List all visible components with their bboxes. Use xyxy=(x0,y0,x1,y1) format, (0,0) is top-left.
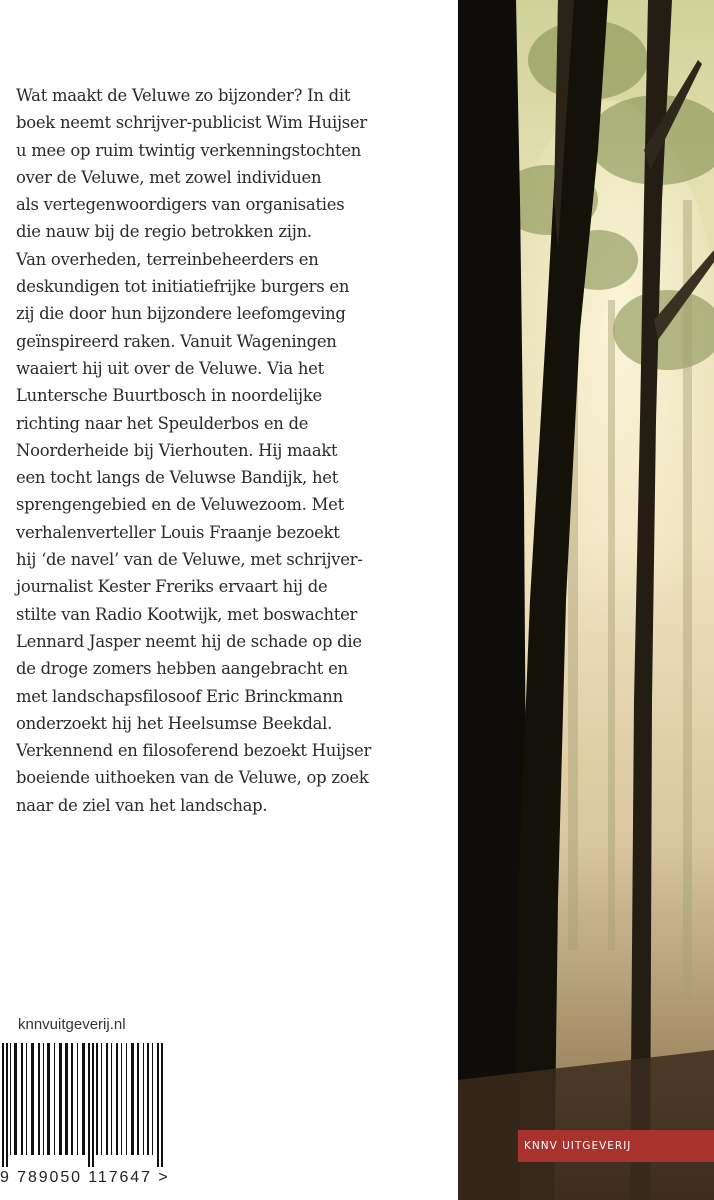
barcode-bar xyxy=(126,1043,127,1155)
barcode-bar xyxy=(31,1043,34,1155)
barcode-bar xyxy=(14,1043,17,1155)
barcode-bar xyxy=(54,1043,55,1155)
barcode-bar xyxy=(82,1043,85,1155)
barcode-bar xyxy=(43,1043,44,1155)
barcode-bar xyxy=(21,1043,23,1155)
barcode-bar xyxy=(96,1043,98,1155)
blurb-text: Wat maakt de Veluwe zo bijzonder? In dit boek neemt schrijver-publicist Wim Huijser u mee op ruim twintig verkenningstochten over de Veluwe, met zowel individuen als vertegenwoordigers van organisaties die nauw bij de regio betrokken zijn. Van overheden, terreinbeheerders en deskundigen tot initiatiefrijke burgers en zij die door hun bijzondere leefomgeving geïnspireerd raken. Vanuit Wageningen waaiert hij uit over de Veluwe. Via het Luntersche Buurtbosch in noordelijke richting naar het Speulderbos en de Noorderheide bij Vierhouten. Hij maakt een tocht langs de Veluwse Bandijk, het sprengengebied en de Veluwezoom. Met verhalenverteller Louis Fraanje bezoekt hij ‘de navel’ van de Veluwe, met schrijver- journalist Kester Freriks ervaart hij de stilte van Radio Kootwijk, met boswachter Lennard Jasper neemt hij de schade op die de droge zomers hebben aangebracht en met landschapsfilosoof Eric Brinckmann onderzoekt hij het Heelsumse Beekdal. Verkennend en filosoferend bezoekt Huijser boeiende uithoeken van de Veluwe, op zoek naar de ziel van het landschap. xyxy=(16,86,372,815)
barcode-bar xyxy=(101,1043,102,1155)
barcode-bar xyxy=(47,1043,50,1155)
barcode-bar xyxy=(131,1043,134,1155)
barcode-bar xyxy=(157,1043,159,1167)
barcode-bar xyxy=(111,1043,112,1155)
barcode-bar xyxy=(2,1043,4,1167)
barcode-bar xyxy=(137,1043,139,1155)
barcode-bar xyxy=(161,1043,163,1167)
barcode-bar xyxy=(77,1043,78,1155)
barcode-bar xyxy=(116,1043,118,1155)
barcode-bar xyxy=(147,1043,149,1155)
isbn-number: 9 789050 117647 > xyxy=(0,1169,170,1186)
barcode-bar xyxy=(65,1043,68,1155)
barcode-bar xyxy=(143,1043,144,1155)
publisher-website: knnvuitgeverij.nl xyxy=(18,1016,126,1033)
barcode-bar xyxy=(59,1043,62,1155)
barcode-bar xyxy=(92,1043,94,1167)
barcode-bar xyxy=(6,1043,8,1167)
forest-photo xyxy=(458,0,714,1200)
barcode-bar xyxy=(152,1043,153,1155)
barcode-bar xyxy=(26,1043,27,1155)
barcode-bar xyxy=(88,1043,90,1167)
barcode-bar xyxy=(71,1043,73,1155)
isbn-barcode xyxy=(0,1043,190,1167)
barcode-bar xyxy=(121,1043,122,1155)
publisher-label: KNNV UITGEVERIJ xyxy=(518,1130,714,1162)
barcode-bar xyxy=(106,1043,108,1155)
barcode-bar xyxy=(38,1043,40,1155)
barcode-bar xyxy=(10,1043,11,1155)
